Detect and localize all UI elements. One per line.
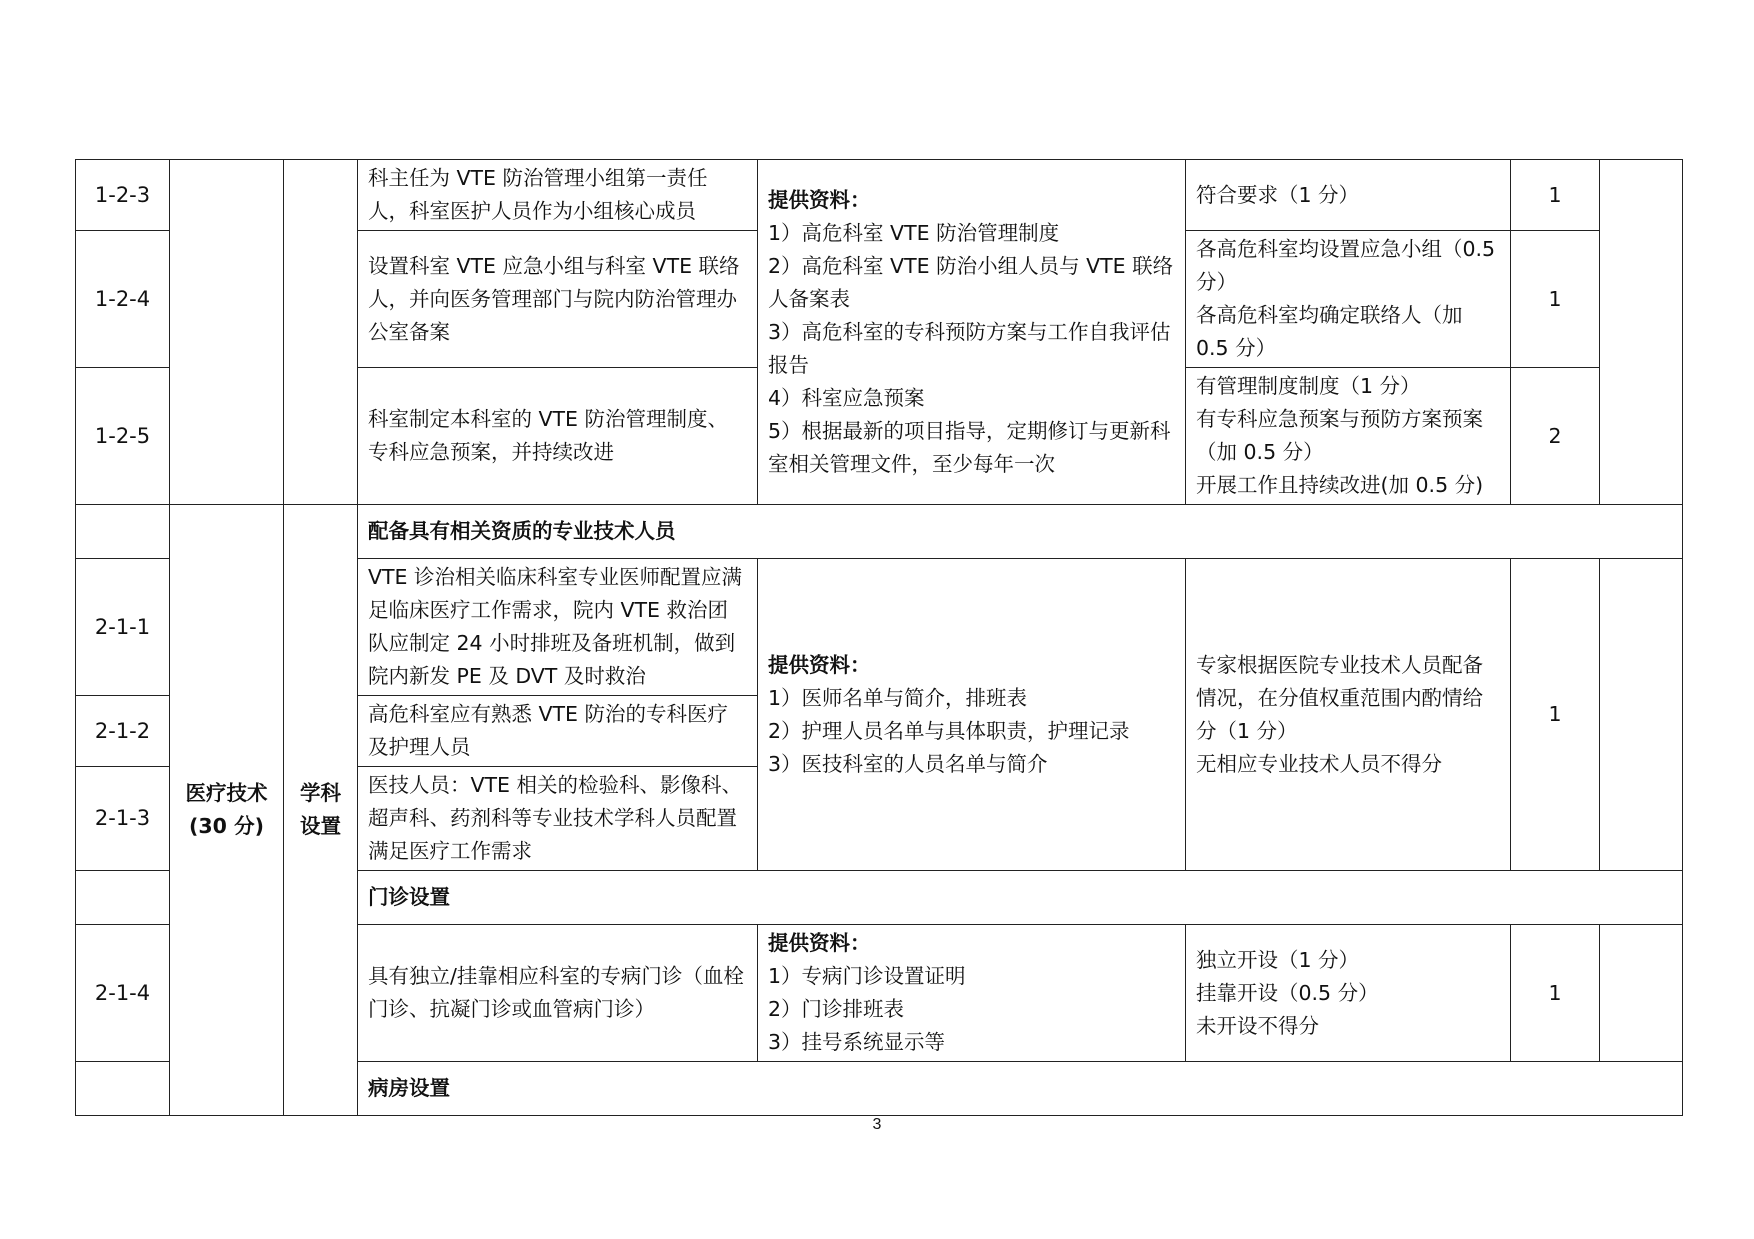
group-medical-tech: 医疗技术 (30 分) [170, 505, 284, 1116]
materials-item: 5）根据最新的项目指导，定期修订与更新科室相关管理文件，至少每年一次 [768, 418, 1171, 476]
table-row [76, 160, 1683, 231]
empty-subgroup-cell [284, 160, 358, 505]
subgroup-discipline-setup: 学科设置 [284, 505, 358, 1116]
page-number: 3 [872, 1116, 882, 1133]
criteria-cell [1186, 160, 1511, 231]
item-content: 科室制定本科室的 VTE 防治管理制度、专科应急预案，并持续改进 [358, 368, 758, 505]
criteria-line: 开展工作且持续改进(加 0.5 分) [1196, 473, 1484, 497]
criteria-line: 符合要求（1 分） [1196, 182, 1360, 207]
score-cell: 1 [1511, 160, 1600, 231]
materials-title: 提供资料： [768, 931, 871, 955]
empty-code-cell [76, 1062, 170, 1116]
score-cell: 2 [1511, 368, 1600, 505]
materials-item: 2）高危科室 VTE 防治小组人员与 VTE 联络人备案表 [768, 253, 1174, 311]
materials-item: 1）医师名单与简介，排班表 [768, 685, 1028, 710]
materials-item: 3）医技科室的人员名单与简介 [768, 751, 1048, 776]
empty-code-cell [76, 871, 170, 925]
criteria-line: 专家根据医院专业技术人员配备情况，在分值权重范围内酌情给分（1 分） [1196, 652, 1483, 743]
materials-item: 3）高危科室的专科预防方案与工作自我评估报告 [768, 319, 1171, 377]
criteria-line: 各高危科室均设置应急小组（0.5 分） [1196, 237, 1496, 294]
materials-item: 2）护理人员名单与具体职责，护理记录 [768, 718, 1130, 743]
criteria-cell [1186, 925, 1511, 1062]
criteria-line: 有管理制度制度（1 分） [1196, 374, 1421, 398]
materials-item: 2）门诊排班表 [768, 997, 905, 1021]
empty-group-cell [170, 160, 284, 505]
item-code: 2-1-2 [76, 696, 170, 767]
section-heading: 配备具有相关资质的专业技术人员 [358, 505, 1683, 559]
remark-cell [1600, 559, 1683, 871]
item-code: 2-1-1 [76, 559, 170, 696]
materials-item: 1）高危科室 VTE 防治管理制度 [768, 220, 1060, 245]
item-code: 1-2-5 [76, 368, 170, 505]
item-code: 2-1-4 [76, 925, 170, 1062]
section-heading: 门诊设置 [358, 871, 1683, 925]
criteria-cell [1186, 559, 1511, 871]
criteria-line: 独立开设（1 分） [1196, 947, 1360, 972]
criteria-line: 各高危科室均确定联络人（加 0.5 分） [1196, 303, 1463, 360]
materials-title: 提供资料： [768, 652, 871, 677]
empty-code-cell [76, 505, 170, 559]
criteria-line: 未开设不得分 [1196, 1013, 1319, 1038]
remark-cell [1600, 160, 1683, 505]
table-row [76, 505, 1683, 559]
item-code: 1-2-4 [76, 231, 170, 368]
materials-cell [758, 559, 1186, 871]
item-content: 高危科室应有熟悉 VTE 防治的专科医疗及护理人员 [358, 696, 758, 767]
remark-cell [1600, 925, 1683, 1062]
item-code: 1-2-3 [76, 160, 170, 231]
item-code: 2-1-3 [76, 767, 170, 871]
materials-cell [758, 925, 1186, 1062]
materials-item: 4）科室应急预案 [768, 385, 925, 410]
criteria-line: 挂靠开设（0.5 分） [1196, 980, 1379, 1005]
criteria-cell [1186, 231, 1511, 368]
item-content: 设置科室 VTE 应急小组与科室 VTE 联络人，并向医务管理部门与院内防治管理办公室备案 [358, 231, 758, 368]
materials-item: 1）专病门诊设置证明 [768, 964, 966, 988]
score-cell: 1 [1511, 231, 1600, 368]
materials-title: 提供资料： [768, 187, 871, 212]
section-heading: 病房设置 [358, 1062, 1683, 1116]
criteria-line: 有专科应急预案与预防方案预案（加 0.5 分） [1196, 407, 1483, 464]
score-cell: 1 [1511, 559, 1600, 871]
criteria-cell [1186, 368, 1511, 505]
materials-cell [758, 160, 1186, 505]
criteria-line: 无相应专业技术人员不得分 [1196, 751, 1442, 776]
score-cell: 1 [1511, 925, 1600, 1062]
item-content: 医技人员：VTE 相关的检验科、影像科、超声科、药剂科等专业技术学科人员配置满足医疗工作需求 [358, 767, 758, 871]
item-content: 科主任为 VTE 防治管理小组第一责任人，科室医护人员作为小组核心成员 [358, 160, 758, 231]
item-content: 具有独立/挂靠相应科室的专病门诊（血栓门诊、抗凝门诊或血管病门诊） [358, 925, 758, 1062]
evaluation-table [75, 159, 1683, 1116]
item-content: VTE 诊治相关临床科室专业医师配置应满足临床医疗工作需求，院内 VTE 救治团队应制定 24 小时排班及备班机制，做到院内新发 PE 及 DVT 及时救治 [358, 559, 758, 696]
materials-item: 3）挂号系统显示等 [768, 1030, 946, 1054]
